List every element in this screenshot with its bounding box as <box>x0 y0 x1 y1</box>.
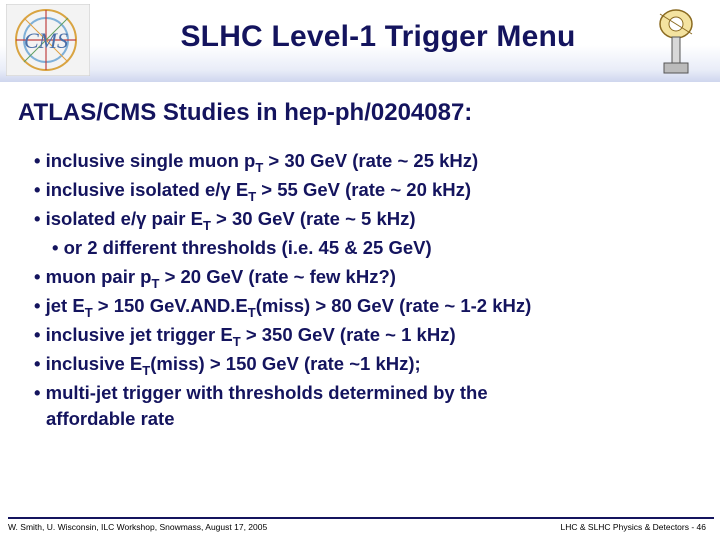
bullet-inclusive-met: • inclusive $E_T(miss) > 150$ GeV (rate ~1 kHz); <box>34 353 421 378</box>
bullet-inclusive-jet: • inclusive jet trigger $E_T > 350$ GeV (rate ~ 1 kHz) <box>34 324 456 349</box>
bullet-muon-pair: • muon pair $p_T > 20$ GeV (rate ~ few kHz?) <box>34 266 396 291</box>
cms-logo-text: CMS <box>24 28 68 53</box>
footer-credit: W. Smith, U. Wisconsin, ILC Workshop, Snowmass, August 17, 2005 <box>8 522 268 532</box>
page-title: SLHC Level-1 Trigger Menu <box>180 20 576 53</box>
footer-page-number: LHC & SLHC Physics & Detectors - 46 <box>560 522 706 532</box>
bullet-multi-jet: • multi-jet trigger with thresholds determined by the <box>34 382 488 403</box>
detector-trophy-icon <box>650 6 702 78</box>
section-subtitle: ATLAS/CMS Studies in hep-ph/0204087: <box>18 99 473 126</box>
bullet-isolated-e-gamma: • inclusive isolated e/γ $E_T > 55$ GeV (rate ~ 20 kHz) <box>34 179 472 204</box>
bullet-e-gamma-pair: • isolated e/γ pair $E_T > 30$ GeV (rate ~ 5 kHz) <box>34 208 416 233</box>
bullet-thresholds: • or 2 different thresholds (i.e. 45 & 25 GeV) <box>52 237 432 258</box>
bullet-single-muon: • inclusive single muon $p_T > 30$ GeV (rate ~ 25 kHz) <box>34 150 479 175</box>
bullet-list <box>34 146 714 431</box>
footer-divider <box>8 517 714 519</box>
bullet-jet-met: • jet $E_T > 150$ $GeV.AND.E_T(miss) > 80$ GeV (rate ~ 1-2 kHz) <box>34 295 532 320</box>
cms-logo-icon <box>6 4 90 76</box>
bullet-multi-jet-continued: affordable rate <box>46 408 175 429</box>
